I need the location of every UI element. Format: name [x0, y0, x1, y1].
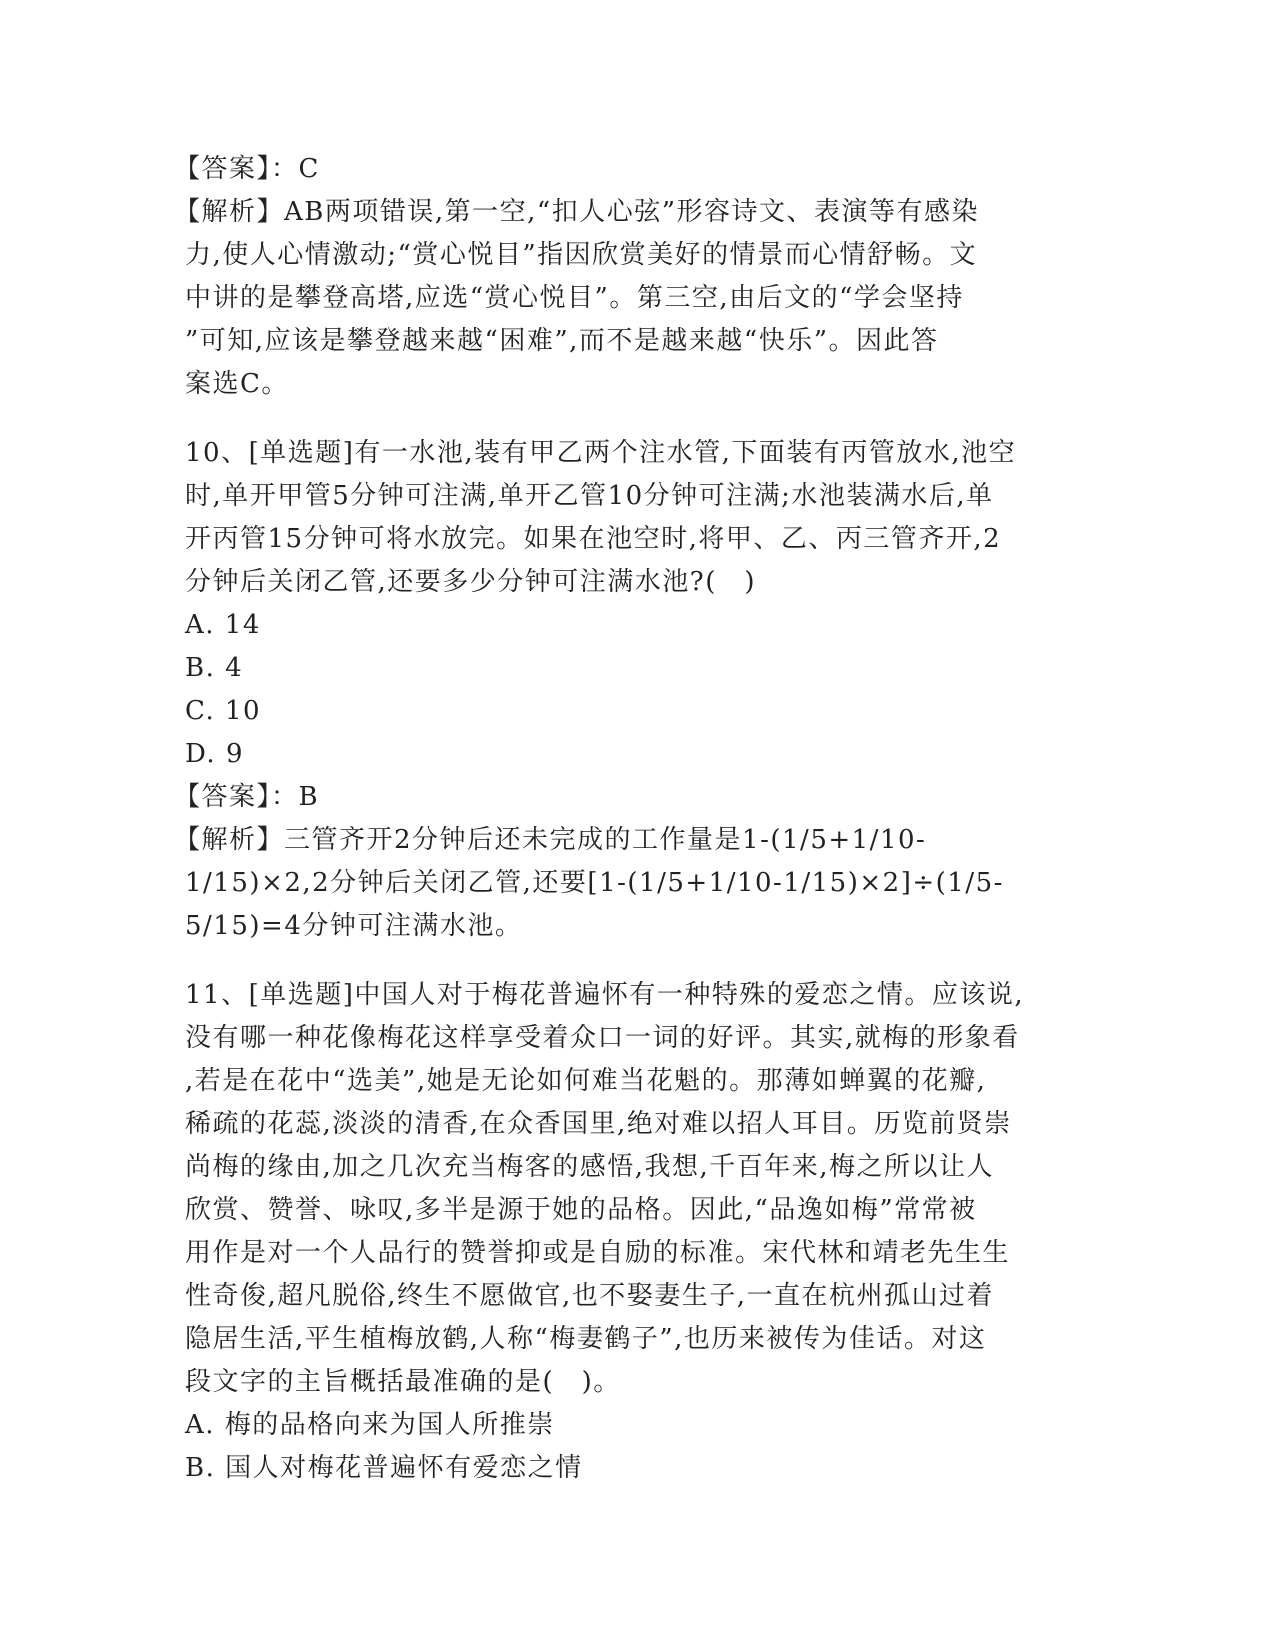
q11-option-b: B. 国人对梅花普遍怀有爱恋之情: [185, 1453, 583, 1483]
q10-stem-line: 分钟后关闭乙管,还要多少分钟可注满水池?( ): [185, 567, 756, 597]
q10-answer: 【答案】：B: [174, 782, 320, 812]
spacer: [185, 406, 1075, 432]
q9-analysis-line: 【解析】AB两项错误,第一空,“扣人心弦”形容诗文、表演等有感染: [174, 197, 979, 227]
q10-option-c: C. 10: [185, 696, 262, 726]
q11-stem-line: 11、[单选题]中国人对于梅花普遍怀有一种特殊的爱恋之情。应该说,: [185, 980, 1025, 1010]
q10-analysis-line: 【解析】三管齐开2分钟后还未完成的工作量是1-(1/5+1/10-: [174, 825, 927, 855]
q10-option-a: A. 14: [185, 610, 261, 640]
q11-option-a: A. 梅的品格向来为国人所推崇: [185, 1410, 555, 1440]
q11-stem-line: 尚梅的缘由,加之几次充当梅客的感悟,我想,千百年来,梅之所以让人: [185, 1152, 995, 1182]
q11-stem-line: 性奇俊,超凡脱俗,终生不愿做官,也不娶妻生子,一直在杭州孤山过着: [185, 1281, 995, 1311]
spacer: [185, 948, 1075, 974]
q10-stem-line: 时,单开甲管5分钟可注满,单开乙管10分钟可注满;水池装满水后,单: [185, 481, 994, 511]
q9-answer: 【答案】：C: [174, 154, 320, 184]
q11-stem-line: ,若是在花中“选美”,她是无论如何难当花魁的。那薄如蝉翼的花瓣,: [185, 1066, 987, 1096]
q10-option-b: B. 4: [185, 653, 244, 683]
q11-stem-line: 隐居生活,平生植梅放鹤,人称“梅妻鹤子”,也历来被传为佳话。对这: [185, 1324, 987, 1354]
q9-block: [174, 148, 1075, 406]
q9-analysis-line: 中讲的是攀登高塔,应选“赏心悦目”。第三空,由后文的“学会坚持: [185, 283, 964, 313]
q11-stem-line: 段文字的主旨概括最准确的是( )。: [185, 1367, 621, 1397]
q11-stem-line: 稀疏的花蕊,淡淡的清香,在众香国里,绝对难以招人耳目。历览前贤崇: [185, 1109, 1012, 1139]
q11-stem-line: 用作是对一个人品行的赞誉抑或是自励的标准。宋代林和靖老先生生: [185, 1238, 1011, 1268]
document-page: [174, 148, 1075, 1490]
q10-analysis-line: 1/15)×2,2分钟后关闭乙管,还要[1-(1/5+1/10-1/15)×2]÷(1/5-: [185, 868, 1004, 898]
q11-stem-line: 欣赏、赞誉、咏叹,多半是源于她的品格。因此,“品逸如梅”常常被: [185, 1195, 977, 1225]
q10-stem-line: 10、[单选题]有一水池,装有甲乙两个注水管,下面装有丙管放水,池空: [185, 438, 1017, 468]
q10-stem-line: 开丙管15分钟可将水放完。如果在池空时,将甲、乙、丙三管齐开,2: [185, 524, 1002, 554]
q10-block: [174, 432, 1075, 948]
q10-analysis-line: 5/15)=4分钟可注满水池。: [185, 911, 523, 941]
q10-option-d: D. 9: [185, 739, 244, 769]
q9-analysis-line: 力,使人心情激动;“赏心悦目”指因欣赏美好的情景而心情舒畅。文: [185, 240, 978, 270]
q9-analysis-line: ”可知,应该是攀登越来越“困难”,而不是越来越“快乐”。因此答: [185, 326, 939, 356]
q11-block: [185, 974, 1075, 1490]
q11-stem-line: 没有哪一种花像梅花这样享受着众口一词的好评。其实,就梅的形象看: [185, 1023, 1020, 1053]
q9-analysis-line: 案选C。: [185, 369, 289, 399]
